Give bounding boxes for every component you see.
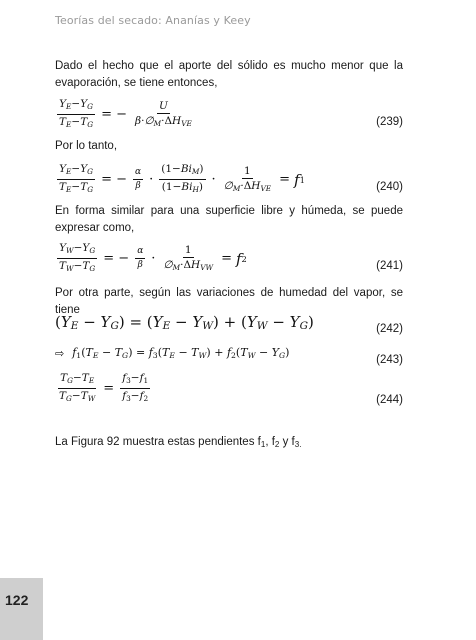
paragraph-5-and: y f	[279, 436, 295, 448]
paragraph-1: Dado el hecho que el aporte del sólido es mucho menor que la evaporación, se tiene entonces,	[55, 60, 403, 89]
page-tab	[0, 578, 43, 640]
paragraph-2: Por lo tanto,	[55, 140, 118, 152]
equation-244-math: $\frac{T_G-T_E}{T_G-T_W}$ = $\frac{f_3-f_1}{f_3-f_2}$	[59, 372, 149, 403]
equation-244	[55, 372, 403, 406]
running-header: Teorías del secado: Ananías y Keey	[55, 14, 251, 27]
equation-number-244: (244)	[376, 394, 403, 406]
equation-241	[55, 242, 403, 272]
equation-239	[55, 98, 403, 128]
equation-number-240: (240)	[376, 181, 403, 193]
equation-number-243: (243)	[376, 354, 403, 366]
page-number: 122	[5, 592, 29, 608]
paragraph-4: Por otra parte, según las variaciones de humedad del vapor, se tiene	[55, 287, 403, 316]
equation-number-239: (239)	[376, 116, 403, 128]
equation-240	[55, 163, 403, 193]
equation-number-241: (241)	[376, 260, 403, 272]
implies-arrow-icon: ⇨	[55, 346, 65, 360]
equation-number-242: (242)	[376, 323, 403, 335]
side-band	[0, 0, 43, 640]
paragraph-5-text: La Figura 92 muestra estas pendientes f	[55, 436, 261, 448]
equation-243	[55, 336, 403, 366]
equation-242	[55, 305, 403, 335]
paragraph-5: La Figura 92 muestra estas pendientes $f_1$, $f_2$ y $f_{3.}$	[55, 436, 302, 449]
paragraph-5-sep: , f	[265, 436, 275, 448]
equation-241-math: $\frac{Y_W-Y_G}{T_W-T_G}$ = − $\frac{\alpha}{\beta}$ · $\frac{1}{\emptyset_M\cdot\Delta H_{VW}}$ = f 2	[59, 242, 247, 273]
paragraph-3: En forma similar para una superficie libre y húmeda, se puede expresar como,	[55, 205, 403, 234]
equation-240-math: $\frac{Y_E-Y_G}{T_E-T_G}$ = − $\frac{\alpha}{\beta}$ · $\frac{(1-Bi_M)}{(1-Bi_H)}$ · $\frac{1}{\emptyset_M\cdot\Delta H_{VE}}$ = f 1	[59, 163, 305, 194]
equation-243-math: ⇨ $f_1(T_E - T_G) = f_3(T_E - T_W) + f_2(T_W - Y_G)$	[55, 346, 290, 360]
equation-242-math: $(Y_E - Y_G) = (Y_E - Y_W) + (Y_W - Y_G)$	[55, 313, 314, 332]
equation-239-math: $\frac{Y_E-Y_G}{T_E-T_G}$ = − $\frac{U}{\beta\cdot\emptyset_M\cdot\Delta H_{VE}}$	[59, 98, 192, 129]
